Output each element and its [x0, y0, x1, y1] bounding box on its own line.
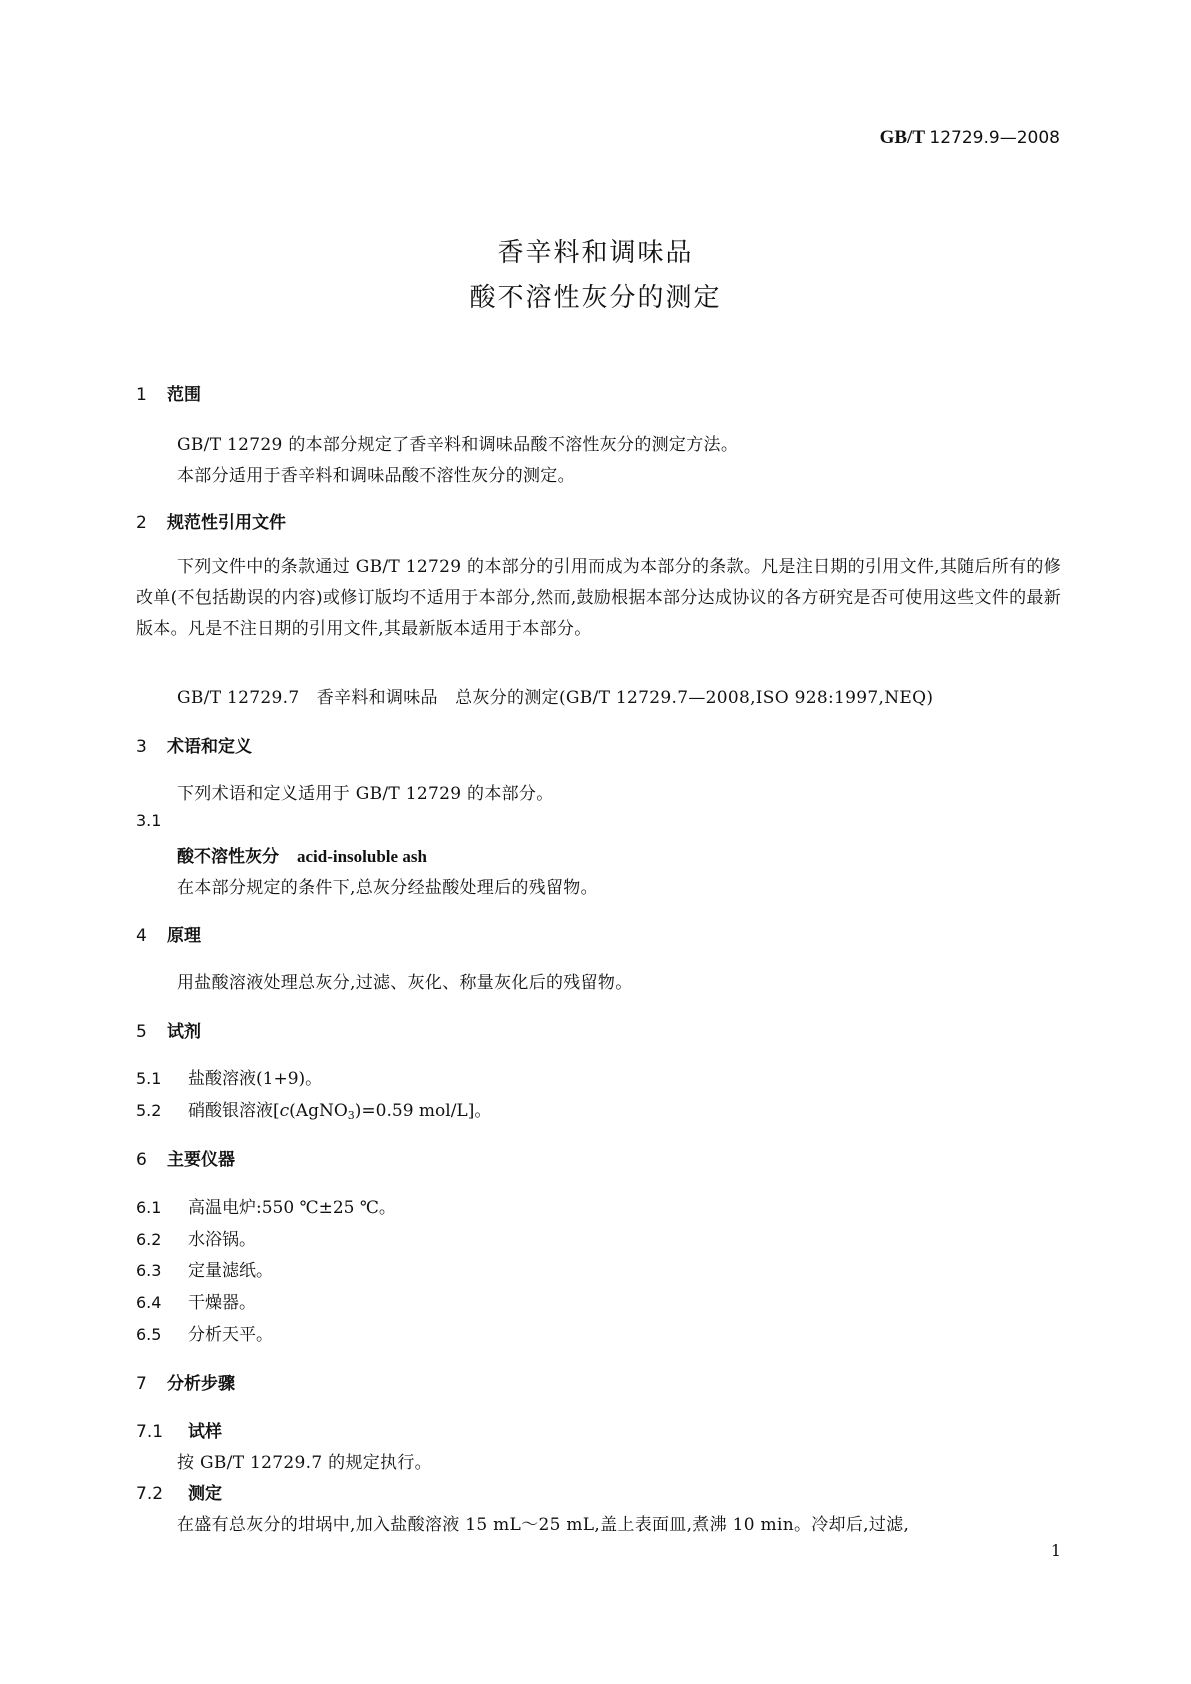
apparatus-item	[136, 1320, 273, 1345]
section-label: 原理	[167, 926, 201, 946]
apparatus-item	[136, 1288, 256, 1313]
standard-number: 12729.9	[929, 128, 1000, 148]
section-number: 7	[136, 1374, 147, 1394]
section-2-paragraph-1: 下列文件中的条款通过 GB/T 12729 的本部分的引用而成为本部分的条款。凡是注日期的引用文件,其随后所有的修改单(不包括勘误的内容)或修订版均不适用于本部分,然而,鼓励根据本部分达成协议的各方研究是否可使用这些文件的最新版本。凡是不注日期的引用文件,其最新版本适用于本部分。	[136, 557, 1061, 639]
subsection-label: 测定	[188, 1484, 222, 1504]
item-number: 6.5	[136, 1325, 162, 1344]
item-number: 6.1	[136, 1198, 162, 1217]
subsection-7-2-heading	[136, 1479, 222, 1504]
section-3-paragraph-1: 下列术语和定义适用于 GB/T 12729 的本部分。	[177, 784, 554, 804]
section-7-heading	[136, 1369, 235, 1394]
item-number: 6.2	[136, 1230, 162, 1249]
item-number: 6.3	[136, 1261, 162, 1280]
item-text-prefix: 硝酸银溶液[	[188, 1101, 280, 1121]
section-label: 试剂	[167, 1022, 201, 1042]
formula-variable: c	[279, 1101, 290, 1121]
section-number: 2	[136, 513, 147, 533]
section-label: 范围	[167, 385, 201, 405]
item-text: 水浴锅。	[188, 1230, 256, 1250]
item-number: 6.4	[136, 1293, 162, 1312]
section-label: 规范性引用文件	[167, 513, 286, 533]
section-6-heading	[136, 1145, 235, 1170]
section-label: 分析步骤	[167, 1374, 235, 1394]
section-2-heading	[136, 508, 286, 533]
section-2-reference: GB/T 12729.7 香辛料和调味品 总灰分的测定(GB/T 12729.7—2008,ISO 928:1997,NEQ)	[177, 688, 934, 708]
section-5-heading	[136, 1017, 201, 1042]
item-text: 干燥器。	[188, 1293, 256, 1313]
section-label: 主要仪器	[167, 1150, 235, 1170]
subsection-number: 7.1	[136, 1422, 164, 1442]
apparatus-item	[136, 1225, 256, 1250]
formula-part-a: (AgNO	[289, 1101, 348, 1121]
section-label: 术语和定义	[167, 737, 252, 757]
subsection-number: 3.1	[136, 811, 162, 830]
section-number: 6	[136, 1150, 147, 1170]
section-number: 1	[136, 385, 147, 405]
apparatus-item	[136, 1256, 273, 1281]
formula-subscript: 3	[347, 1109, 355, 1122]
subsection-label: 试样	[188, 1422, 222, 1442]
item-number: 5.1	[136, 1069, 162, 1088]
term-chinese: 酸不溶性灰分	[177, 847, 279, 867]
reagent-item	[136, 1096, 491, 1122]
term-english: acid-insoluble ash	[297, 847, 427, 866]
subsection-7-2-text: 在盛有总灰分的坩埚中,加入盐酸溶液 15 mL～25 mL,盖上表面皿,煮沸 10 min。冷却后,过滤,	[177, 1515, 910, 1535]
item-text: 盐酸溶液(1+9)。	[188, 1069, 323, 1089]
reagent-item	[136, 1064, 322, 1089]
standard-code	[880, 127, 1060, 149]
subsection-7-1-heading	[136, 1417, 222, 1442]
section-number: 3	[136, 737, 147, 757]
section-1-heading	[136, 380, 201, 405]
page-number: 1	[1050, 1541, 1061, 1560]
section-number: 4	[136, 926, 147, 946]
section-1-paragraph-2: 本部分适用于香辛料和调味品酸不溶性灰分的测定。	[177, 466, 575, 486]
subsection-3-1-number	[136, 811, 188, 831]
item-text: 分析天平。	[188, 1325, 273, 1345]
term-entry	[177, 842, 427, 867]
formula-part-b: )=0.59 mol/L]。	[354, 1101, 492, 1121]
standard-prefix: GB/T	[879, 127, 925, 148]
subsection-7-1-text: 按 GB/T 12729.7 的规定执行。	[177, 1453, 432, 1473]
standard-year: —2008	[999, 128, 1060, 148]
section-4-paragraph-1: 用盐酸溶液处理总灰分,过滤、灰化、称量灰化后的残留物。	[177, 973, 633, 993]
document-title-line-2: 酸不溶性灰分的测定	[469, 283, 722, 313]
term-definition: 在本部分规定的条件下,总灰分经盐酸处理后的残留物。	[177, 878, 598, 898]
item-number: 5.2	[136, 1101, 162, 1120]
section-4-heading	[136, 921, 201, 946]
section-1-paragraph-1: GB/T 12729 的本部分规定了香辛料和调味品酸不溶性灰分的测定方法。	[177, 435, 739, 455]
subsection-number: 7.2	[136, 1484, 164, 1504]
item-text: 高温电炉:550 ℃±25 ℃。	[188, 1198, 396, 1218]
item-text: 定量滤纸。	[188, 1261, 273, 1281]
document-title-line-1: 香辛料和调味品	[497, 238, 694, 268]
section-3-heading	[136, 732, 252, 757]
apparatus-item	[136, 1193, 396, 1218]
section-number: 5	[136, 1022, 147, 1042]
